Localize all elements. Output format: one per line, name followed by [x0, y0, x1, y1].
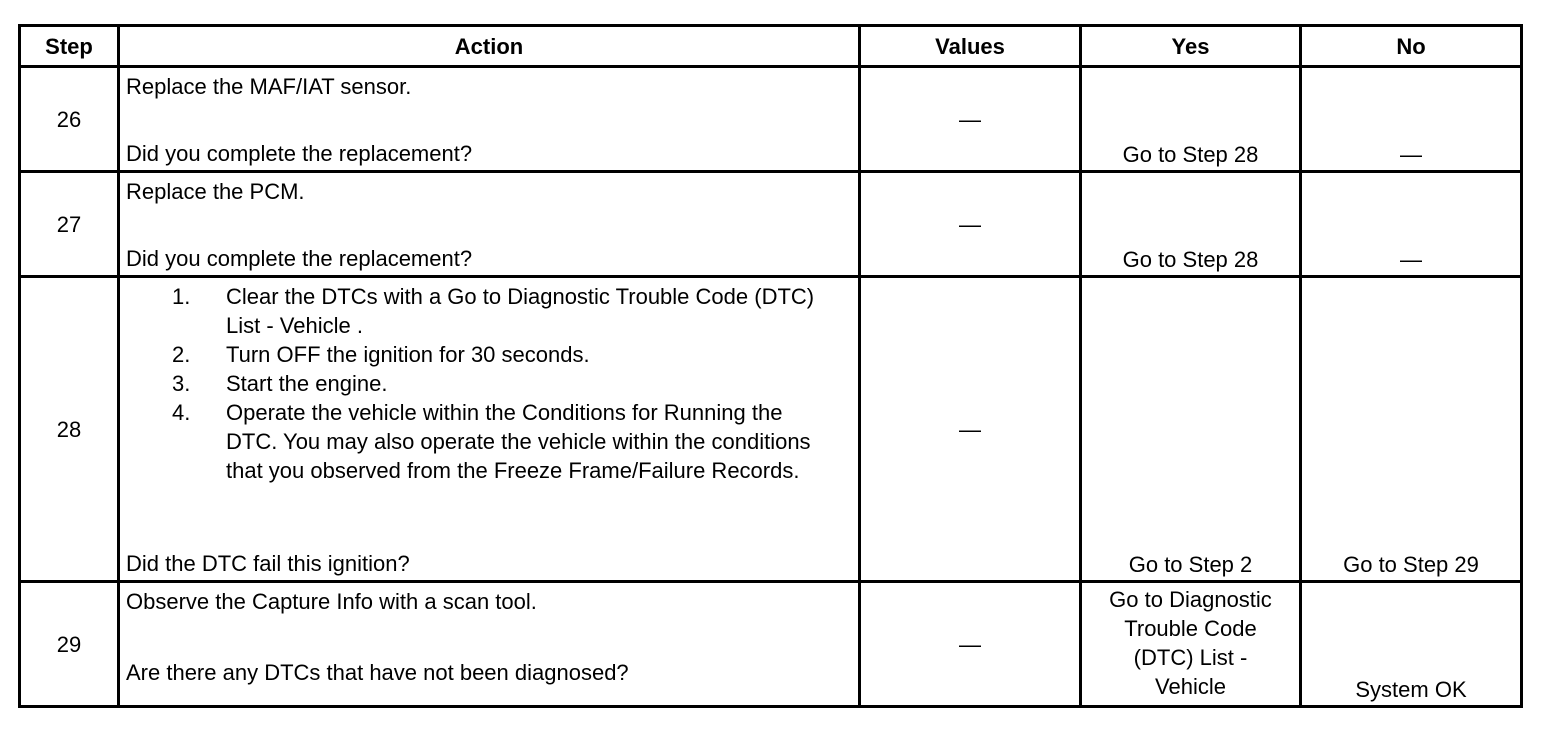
action-cell [119, 582, 860, 707]
action-question: Are there any DTCs that have not been diagnosed? [126, 660, 629, 685]
action-instruction: Replace the MAF/IAT sensor. [126, 74, 412, 99]
no-value: System OK [1355, 677, 1467, 702]
list-item [126, 282, 852, 340]
header-yes: Yes [1081, 26, 1301, 67]
no-value: — [1400, 142, 1422, 167]
no-value: — [1400, 247, 1422, 272]
action-instruction: Replace the PCM. [126, 179, 305, 204]
list-item [126, 340, 852, 369]
action-question: Did you complete the replacement? [126, 246, 473, 271]
step-text: Operate the vehicle within the Conditions for Running the DTC. You may also operate the vehicle within the conditions that you observed from the Freeze Frame/Failure Records. [226, 400, 811, 483]
step-index: 1. [172, 284, 191, 309]
diagnostic-table [18, 24, 1523, 708]
yes-cell [1081, 277, 1301, 582]
step-index: 3. [172, 371, 191, 396]
action-question: Did you complete the replacement? [126, 141, 473, 166]
step-number: 26 [20, 67, 119, 172]
step-text: Start the engine. [226, 371, 388, 396]
list-item [126, 369, 852, 398]
table-row [20, 172, 1522, 277]
header-row [20, 26, 1522, 67]
header-action: Action [119, 26, 860, 67]
yes-cell [1081, 67, 1301, 172]
step-index: 4. [172, 400, 191, 425]
step-number: 27 [20, 172, 119, 277]
step-number: 29 [20, 582, 119, 707]
yes-link-line: Trouble Code [1124, 616, 1257, 641]
yes-cell [1081, 582, 1301, 707]
no-cell [1301, 67, 1522, 172]
values-cell: — [860, 67, 1081, 172]
action-question: Did the DTC fail this ignition? [126, 551, 410, 576]
table-row [20, 277, 1522, 582]
yes-link[interactable]: Go to Step 28 [1122, 247, 1259, 272]
header-values: Values [860, 26, 1081, 67]
values-cell: — [860, 277, 1081, 582]
action-cell [119, 277, 860, 582]
list-item [126, 398, 852, 485]
action-cell [119, 67, 860, 172]
values-cell: — [860, 172, 1081, 277]
no-cell [1301, 277, 1522, 582]
action-steps-list [126, 282, 852, 485]
header-no: No [1301, 26, 1522, 67]
no-cell [1301, 582, 1522, 707]
yes-link[interactable] [1082, 583, 1299, 705]
yes-link-line: (DTC) List - [1133, 645, 1248, 670]
yes-cell [1081, 172, 1301, 277]
step-number: 28 [20, 277, 119, 582]
table-row [20, 67, 1522, 172]
yes-link[interactable]: Go to Step 2 [1128, 552, 1253, 577]
action-cell [119, 172, 860, 277]
table-row [20, 582, 1522, 707]
no-link[interactable]: Go to Step 29 [1343, 552, 1479, 577]
no-cell [1301, 172, 1522, 277]
step-text: Clear the DTCs with a Go to Diagnostic Trouble Code (DTC) List - Vehicle . [226, 284, 815, 338]
action-instruction: Observe the Capture Info with a scan tool. [126, 589, 537, 614]
yes-link-line: Go to Diagnostic [1109, 587, 1272, 612]
step-text: Turn OFF the ignition for 30 seconds. [226, 342, 590, 367]
yes-link[interactable]: Go to Step 28 [1122, 142, 1259, 167]
values-cell: — [860, 582, 1081, 707]
yes-link-line: Vehicle [1155, 674, 1226, 699]
step-index: 2. [172, 342, 191, 367]
header-step: Step [20, 26, 119, 67]
